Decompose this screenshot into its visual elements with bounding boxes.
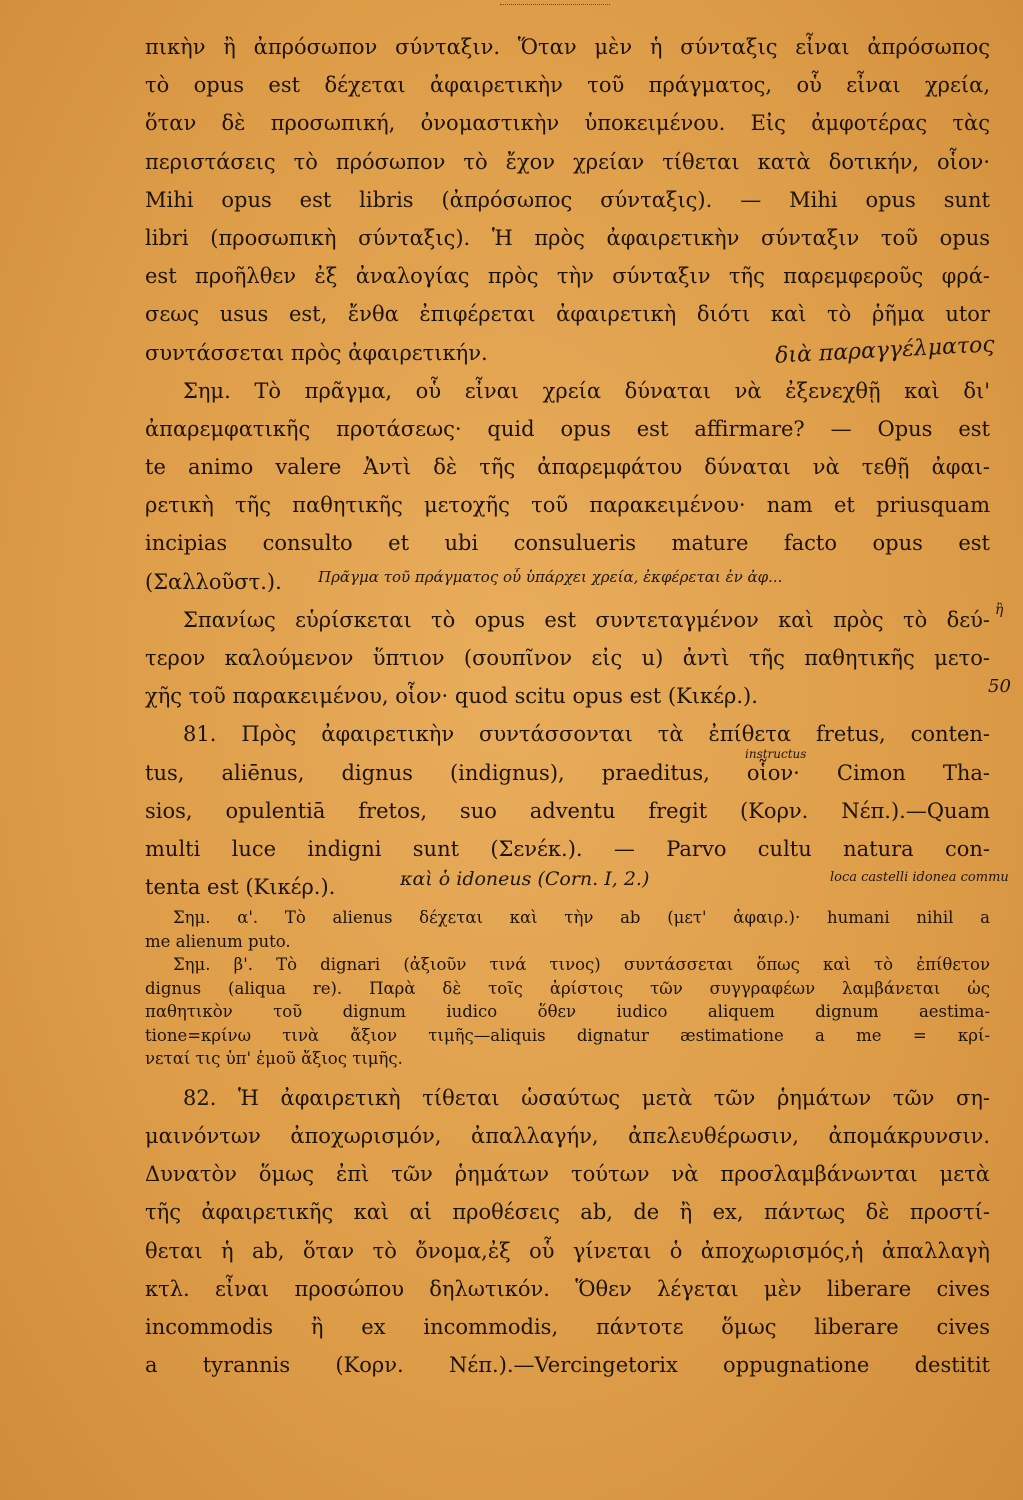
text-line: 82. Ἡ ἀφαιρετικὴ τίθεται ὡσαύτως μετὰ τῶν ῥημάτων τῶν ση- (183, 1085, 990, 1110)
small-text-line: Σημ. β'. Τὸ dignari (ἀξιοῦν τινά τινος) συντάσσεται ὅπως καὶ τὸ ἐπίθετον (173, 955, 990, 975)
handwritten-annotation: καὶ ὁ idoneus (Corn. I, 2.) (400, 868, 650, 890)
text-line: τερον καλούμενον ὕπτιον (σουπῖνον εἰς u) ἀντὶ τῆς παθητικῆς μετο- (145, 646, 990, 670)
handwritten-annotation: Πρᾶγμα τοῦ πράγματος οὗ ὑπάρχει χρεία, ἐκφέρεται ἐν ἀφ... (318, 568, 783, 586)
handwritten-annotation: διὰ παραγγέλματος (774, 332, 996, 369)
small-text-line: tione=κρίνω τινὰ ἄξιον τιμῆς—aliquis dignatur æstimatione a me = κρί- (145, 1025, 990, 1045)
text-line: ρετικὴ τῆς παθητικῆς μετοχῆς τοῦ παρακειμένου· nam et priusquam (145, 493, 990, 518)
handwritten-annotation: instructus (745, 747, 807, 761)
text-line: est προῆλθεν ἐξ ἀναλογίας πρὸς τὴν σύνταξιν τῆς παρεμφεροῦς φρά- (145, 264, 990, 289)
section-81-notes (145, 906, 990, 1071)
small-text-line: dignus (aliqua re). Παρὰ δὲ τοῖς ἀρίστοις τῶν συγγραφέων λαμβάνεται ὡς (145, 978, 990, 998)
text-line: ὅταν δὲ προσωπική, ὀνομαστικὴν ὑποκειμένου. Εἰς ἀμφοτέρας τὰς (145, 111, 990, 136)
text-line: tus, aliēnus, dignus (indignus), praeditus, οἷον· Cimon Tha- (145, 760, 990, 785)
text-line: τῆς ἀφαιρετικῆς καὶ αἱ προθέσεις ab, de ἢ ex, πάντως δὲ προστί- (145, 1200, 990, 1225)
margin-number: 50 (988, 676, 1011, 697)
text-line: Σπανίως εὑρίσκεται τὸ opus est συντεταγμένον καὶ πρὸς τὸ δεύ- (183, 607, 990, 632)
text-line: a tyrannis (Κορν. Νέπ.).—Vercingetorix oppugnatione destitit (145, 1353, 990, 1378)
text-line: κτλ. εἶναι προσώπου δηλωτικόν. Ὅθεν λέγεται μὲν liberare cives (145, 1276, 990, 1301)
text-line: te animo valere Ἀντὶ δὲ τῆς ἀπαρεμφάτου δύναται νὰ τεθῇ ἀφαι- (145, 455, 990, 480)
handwritten-annotation: loca castelli idonea commu (830, 870, 1009, 885)
small-text-line: παθητικὸν τοῦ dignum iudico ὅθεν iudico aliquem dignum aestima- (145, 1002, 990, 1022)
text-line: μαινόντων ἀποχωρισμόν, ἀπαλλαγήν, ἀπελευθέρωσιν, ἀπομάκρυνσιν. (145, 1124, 990, 1148)
text-line: Δυνατὸν ὅμως ἐπὶ τῶν ῥημάτων τούτων νὰ προσλαμβάνωνται μετὰ (145, 1162, 990, 1187)
text-line: multi luce indigni sunt (Σενέκ.). — Parvo cultu natura con- (145, 836, 990, 861)
small-text-line: νεταί τις ὑπ' ἐμοῦ ἄξιος τιμῆς. (145, 1049, 403, 1069)
text-line: tenta est (Κικέρ.). (145, 875, 336, 900)
text-line: πικὴν ἢ ἀπρόσωπον σύνταξιν. Ὅταν μὲν ἡ σύνταξις εἶναι ἀπρόσωπος (145, 35, 990, 59)
text-line: συντάσσεται πρὸς ἀφαιρετικήν. (145, 340, 488, 365)
text-line: ἀπαρεμφατικῆς προτάσεως· quid opus est affirmare? — Opus est (145, 416, 990, 441)
text-line: libri (προσωπικὴ σύνταξις). Ἡ πρὸς ἀφαιρετικὴν σύνταξιν τοῦ opus (145, 225, 990, 250)
text-line: σεως usus est, ἔνθα ἐπιφέρεται ἀφαιρετικὴ διότι καὶ τὸ ῥῆμα utor (145, 302, 990, 327)
note-paragraph (145, 372, 990, 601)
text-line: τὸ opus est δέχεται ἀφαιρετικὴν τοῦ πράγματος, οὗ εἶναι χρεία, (145, 73, 990, 98)
section-82 (145, 1079, 990, 1385)
text-line: θεται ἡ ab, ὅταν τὸ ὄνομα,ἐξ οὗ γίνεται ὁ ἀποχωρισμός,ἡ ἀπαλλαγὴ (145, 1238, 990, 1263)
book-page (145, 28, 990, 1384)
text-line: incipias consulto et ubi consulueris mature facto opus est (145, 531, 990, 556)
text-line: sios, opulentiā fretos, suo adventu fregit (Κορν. Νέπ.).—Quam (145, 798, 990, 823)
top-rule (500, 4, 610, 5)
text-line: incommodis ἢ ex incommodis, πάντοτε ὅμως liberare cives (145, 1314, 990, 1339)
supine-paragraph (145, 601, 990, 716)
text-line: (Σαλλοῦστ.). (145, 569, 282, 594)
main-paragraph (145, 28, 990, 372)
handwritten-annotation: ἢ (995, 602, 1004, 618)
text-line: 81. Πρὸς ἀφαιρετικὴν συντάσσονται τὰ ἐπίθετα fretus, conten- (183, 722, 990, 747)
small-text-line: Σημ. α'. Τὸ alienus δέχεται καὶ τὴν ab (μετ' ἀφαιρ.)· humani nihil a (173, 908, 990, 928)
text-line: περιστάσεις τὸ πρόσωπον τὸ ἔχον χρείαν τίθεται κατὰ δοτικήν, οἷον· (145, 149, 990, 174)
text-line: χῆς τοῦ παρακειμένου, οἷον· quod scitu opus est (Κικέρ.). (145, 684, 758, 709)
text-line: Σημ. Τὸ πρᾶγμα, οὗ εἶναι χρεία δύναται νὰ ἐξενεχθῇ καὶ δι' (183, 378, 990, 403)
small-text-line: me alienum puto. (145, 931, 291, 951)
text-line: Mihi opus est libris (ἀπρόσωπος σύνταξις). — Mihi opus sunt (145, 187, 990, 212)
